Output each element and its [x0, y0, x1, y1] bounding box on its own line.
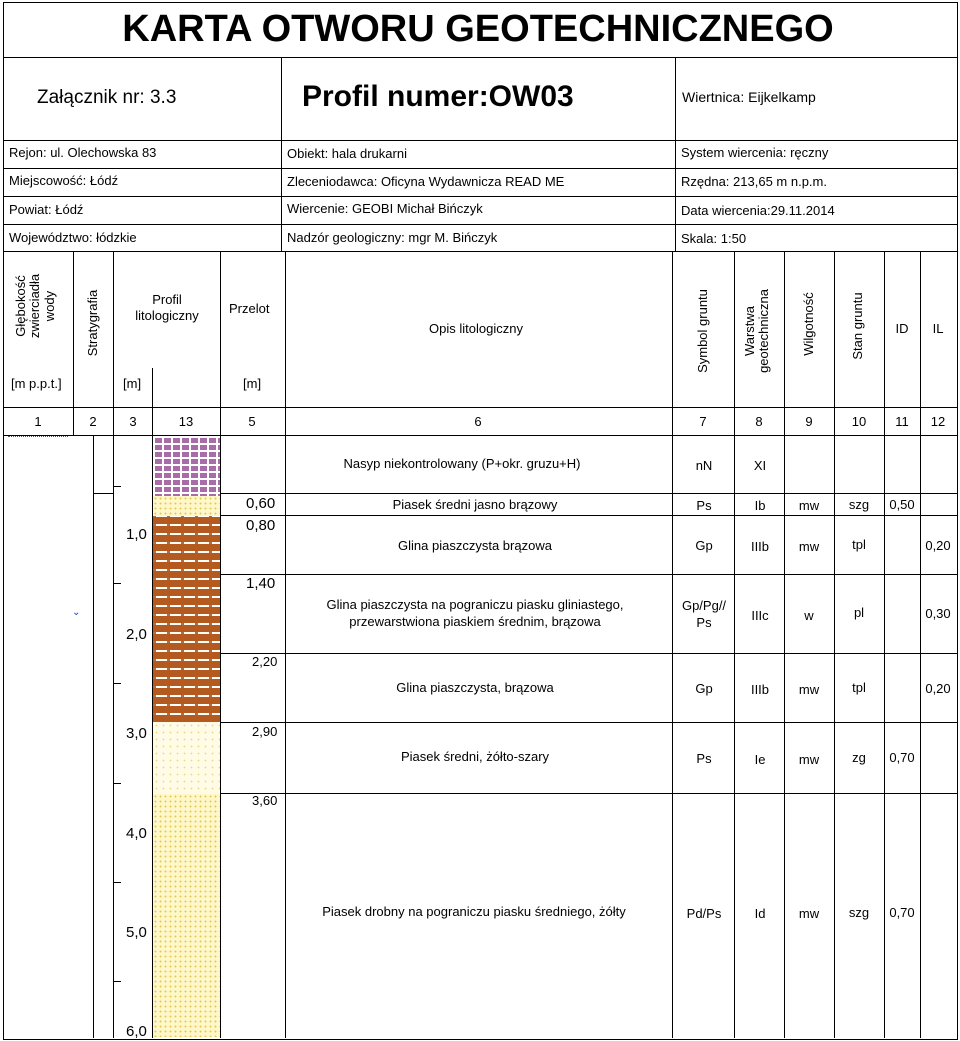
- layer-moisture: mw: [798, 682, 820, 697]
- layer-geotech: IIIb: [750, 539, 770, 554]
- przelot-value: 2,90: [252, 724, 278, 739]
- divider: [3, 435, 957, 436]
- depth-tick: [93, 493, 113, 494]
- przelot-value: 3,60: [252, 793, 278, 808]
- layer-state: zg: [852, 750, 866, 765]
- info-date: Data wiercenia:29.11.2014: [681, 203, 835, 218]
- divider: [113, 251, 114, 435]
- divider: [3, 251, 957, 252]
- layer-description: Piasek drobny na pograniczu piasku średniego, żółty: [322, 904, 626, 919]
- col-number: 2: [89, 414, 97, 429]
- divider: [920, 251, 921, 435]
- divider: [884, 435, 885, 1038]
- col-number: 3: [129, 414, 137, 429]
- depth-label: 5,0: [126, 924, 147, 941]
- depth-label: 1,0: [126, 526, 147, 543]
- col-number: 6: [474, 414, 482, 429]
- water-level-marker: ⌄: [72, 607, 81, 618]
- przelot-value: 2,20: [252, 654, 278, 669]
- layer-id: 0,70: [889, 750, 915, 765]
- info-town: Miejscowość: Łódź: [9, 173, 119, 188]
- info-supervision: Nadzór geologiczny: mgr M. Bińczyk: [287, 230, 498, 245]
- layer-symbol: Ps: [696, 751, 712, 766]
- col-number: 13: [178, 414, 194, 429]
- divider: [3, 196, 957, 197]
- layer-id: 0,70: [889, 905, 915, 920]
- depth-tick: [113, 882, 121, 883]
- col-number: 8: [755, 414, 763, 429]
- layer-il: 0,20: [925, 681, 951, 696]
- header-description: Opis litologiczny: [429, 321, 523, 336]
- divider: [220, 653, 957, 654]
- divider: [734, 435, 735, 1038]
- layer-symbol: Gp: [695, 681, 713, 696]
- divider: [113, 435, 114, 1038]
- layer-state: tpl: [852, 537, 866, 552]
- divider: [3, 57, 957, 58]
- col-number: 9: [805, 414, 813, 429]
- header-stratigraphy: Stratygrafia: [85, 289, 100, 357]
- depth-label: 2,0: [126, 626, 147, 643]
- col-number: 7: [699, 414, 707, 429]
- divider: [220, 722, 957, 723]
- divider: [3, 168, 957, 169]
- divider: [3, 407, 957, 408]
- layer-description: Piasek średni, żółto-szary: [400, 749, 550, 764]
- depth-tick: [113, 486, 121, 487]
- layer-symbol: Pd/Ps: [686, 906, 722, 921]
- header-geotech-layer: Warstwa geotechniczna: [742, 289, 772, 373]
- page-title: KARTA OTWORU GEOTECHNICZNEGO: [122, 8, 834, 50]
- header-moisture: Wilgotność: [801, 292, 816, 356]
- divider: [285, 251, 286, 435]
- header-przelot: Przelot: [229, 301, 270, 316]
- divider: [3, 224, 957, 225]
- layer-symbol: Gp/Pg//: [681, 598, 727, 613]
- divider: [3, 140, 957, 141]
- col-number: 10: [851, 414, 867, 429]
- divider: [884, 251, 885, 435]
- layer-geotech: IIIc: [751, 608, 769, 623]
- info-client: Zleceniodawca: Oficyna Wydawnicza READ ME: [287, 174, 565, 189]
- col-number: 12: [930, 414, 946, 429]
- info-elevation: Rzędna: 213,65 m n.p.m.: [681, 174, 827, 189]
- lithology-fill: [153, 496, 220, 516]
- profile-number: Profil numer:OW03: [302, 80, 574, 113]
- divider: [672, 435, 673, 1038]
- layer-moisture: w: [804, 608, 814, 623]
- divider: [220, 493, 957, 494]
- col-number: 5: [248, 414, 256, 429]
- przelot-value: 0,80: [246, 517, 276, 534]
- layer-moisture: mw: [798, 752, 820, 767]
- layer-description: Nasyp niekontrolowany (P+okr. gruzu+H): [343, 456, 581, 471]
- divider: [93, 435, 94, 1038]
- layer-symbol: Gp: [695, 538, 713, 553]
- layer-description: Piasek średni jasno brązowy: [392, 497, 558, 512]
- layer-geotech: Ie: [754, 752, 766, 767]
- divider: [920, 435, 921, 1038]
- attachment-number: Załącznik nr: 3.3: [37, 87, 177, 108]
- header-soil-state: Stan gruntu: [850, 292, 865, 360]
- col-number: 11: [895, 414, 909, 429]
- divider: [281, 57, 282, 251]
- divider: [220, 251, 221, 435]
- water-marks: [8, 436, 68, 441]
- layer-symbol: nN: [695, 458, 713, 473]
- header-przelot-unit: [m]: [243, 376, 262, 391]
- layer-il: 0,20: [925, 538, 951, 553]
- divider: [73, 251, 74, 435]
- layer-geotech: IIIb: [750, 682, 770, 697]
- info-system: System wiercenia: ręczny: [681, 145, 829, 160]
- layer-description: Glina piaszczysta brązowa: [398, 538, 552, 553]
- layer-id: 0,50: [889, 497, 915, 512]
- layer-geotech: Id: [754, 906, 766, 921]
- header-il: IL: [932, 321, 944, 336]
- layer-state: szg: [848, 905, 870, 920]
- header-water-level: Głębokość zwierciadła wody: [13, 273, 57, 339]
- divider: [834, 251, 835, 435]
- divider: [675, 57, 676, 251]
- divider: [784, 251, 785, 435]
- divider: [220, 574, 957, 575]
- divider: [220, 435, 221, 1038]
- info-province: Województwo: łódzkie: [9, 230, 137, 245]
- layer-state: szg: [848, 497, 870, 512]
- layer-geotech: Ib: [754, 498, 766, 513]
- layer-il: 0,30: [925, 606, 951, 621]
- layer-moisture: mw: [798, 498, 820, 513]
- divider: [220, 793, 957, 794]
- layer-symbol-cont: Ps: [696, 615, 712, 630]
- info-drilling: Wiercenie: GEOBI Michał Bińczyk: [287, 201, 483, 216]
- header-profile-label: Profil litologiczny: [135, 292, 199, 324]
- lithology-fill: [153, 436, 220, 496]
- layer-symbol: Ps: [696, 498, 712, 513]
- divider: [784, 435, 785, 1038]
- depth-label: 6,0: [126, 1023, 147, 1040]
- lithology-fill: [153, 516, 220, 722]
- divider: [220, 515, 957, 516]
- layer-description-cont: przewarstwiona piaskiem średnim, brązowa: [349, 614, 601, 629]
- layer-geotech: XI: [753, 458, 767, 473]
- layer-state: pl: [853, 605, 865, 620]
- depth-tick: [113, 783, 121, 784]
- col-number: 1: [34, 414, 42, 429]
- info-region: Rejon: ul. Olechowska 83: [9, 145, 157, 160]
- info-county: Powiat: Łódź: [9, 202, 84, 217]
- info-scale: Skala: 1:50: [681, 231, 747, 246]
- header-water-unit: [m p.p.t.]: [11, 376, 62, 391]
- header-id: ID: [895, 321, 909, 336]
- header-soil-symbol: Symbol gruntu: [695, 289, 710, 373]
- depth-tick: [113, 683, 121, 684]
- layer-moisture: mw: [798, 539, 820, 554]
- lithology-fill: [153, 722, 220, 794]
- layer-state: tpl: [852, 680, 866, 695]
- depth-tick: [113, 981, 121, 982]
- drilling-rig: Wiertnica: Eijkelkamp: [682, 89, 816, 105]
- depth-label: 3,0: [126, 725, 147, 742]
- divider: [152, 368, 153, 435]
- depth-label: 4,0: [126, 825, 147, 842]
- info-object: Obiekt: hala drukarni: [287, 146, 407, 161]
- divider: [285, 435, 286, 1038]
- przelot-value: 0,60: [246, 495, 276, 512]
- divider: [834, 435, 835, 1038]
- przelot-value: 1,40: [246, 575, 276, 592]
- divider: [734, 251, 735, 435]
- layer-moisture: mw: [798, 906, 820, 921]
- depth-tick: [113, 583, 121, 584]
- layer-description: Glina piaszczysta na pograniczu piasku gliniastego,: [326, 597, 624, 612]
- header-profile-unit: [m]: [123, 376, 142, 391]
- lithology-fill: [153, 794, 220, 1037]
- layer-description: Glina piaszczysta, brązowa: [396, 680, 554, 695]
- header-profile: [127, 292, 207, 325]
- divider: [672, 251, 673, 435]
